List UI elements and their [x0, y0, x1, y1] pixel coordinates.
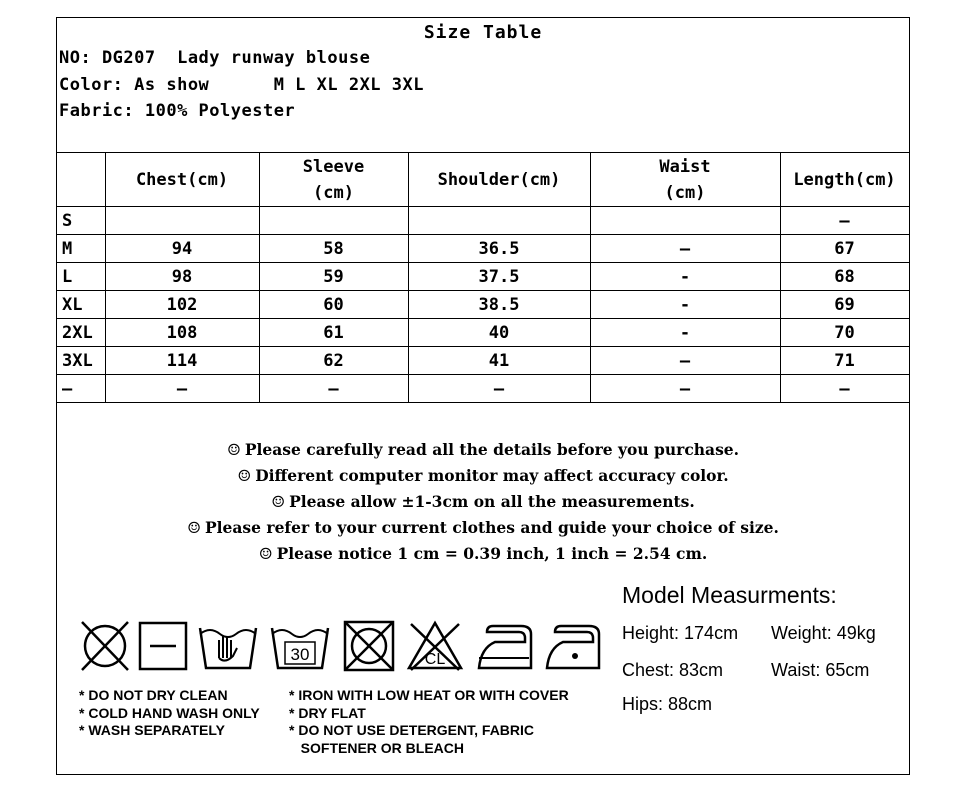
- model-title: Model Measurments:: [622, 582, 837, 608]
- size-label: 2XL: [57, 319, 105, 347]
- table-cell: -: [590, 291, 780, 319]
- table-cell: -: [590, 319, 780, 347]
- care-instructions-right: * IRON WITH LOW HEAT OR WITH COVER * DRY FLAT * DO NOT USE DETERGENT, FABRIC SOFTENER OR BLEACH: [289, 687, 569, 756]
- product-fabric: Fabric: 100% Polyester: [59, 101, 296, 121]
- table-cell: -: [590, 263, 780, 291]
- model-waist: Waist: 65cm: [771, 660, 870, 680]
- table-row: [57, 347, 909, 375]
- column-header: Length(cm): [780, 153, 909, 207]
- table-cell: 114: [105, 347, 259, 375]
- table-cell: 40: [408, 319, 590, 347]
- table-cell: –: [780, 207, 909, 235]
- size-label: –: [57, 375, 105, 403]
- model-height: Height: 174cm: [622, 623, 739, 643]
- note-line: ☺ Please allow ±1-3cm on all the measurements.: [57, 489, 909, 515]
- table-cell: [408, 207, 590, 235]
- table-header-row: [57, 153, 909, 207]
- table-cell: 67: [780, 235, 909, 263]
- product-color: Color: As show M L XL 2XL 3XL: [59, 75, 424, 95]
- table-cell: 71: [780, 347, 909, 375]
- size-chart-frame: [56, 17, 910, 775]
- model-chest: Chest: 83cm: [622, 660, 724, 680]
- table-cell: 36.5: [408, 235, 590, 263]
- svg-text:30: 30: [290, 645, 310, 664]
- dry-flat-icon: [137, 618, 189, 674]
- do-not-bleach-icon: [405, 618, 465, 674]
- care-icons: [79, 618, 599, 678]
- do-not-tumble-dry-icon: [341, 618, 397, 674]
- table-cell: 70: [780, 319, 909, 347]
- table-cell: –: [590, 347, 780, 375]
- model-weight: Weight: 49kg: [771, 623, 876, 643]
- page-title: Size Table: [423, 22, 543, 43]
- smiley-icon: ☺: [226, 441, 241, 459]
- table-cell: [259, 207, 408, 235]
- smiley-icon: ☺: [271, 493, 286, 511]
- table-cell: 69: [780, 291, 909, 319]
- table-cell: 102: [105, 291, 259, 319]
- column-header: Shoulder(cm): [408, 153, 590, 207]
- svg-text:CL: CL: [424, 651, 446, 668]
- table-row: [57, 263, 909, 291]
- size-table: [57, 152, 910, 403]
- table-cell: –: [590, 375, 780, 403]
- size-label: M: [57, 235, 105, 263]
- iron-low-heat-icon: [541, 618, 603, 674]
- column-header: Sleeve (cm): [259, 153, 408, 207]
- size-label: S: [57, 207, 105, 235]
- product-number: NO: DG207 Lady runway blouse: [59, 48, 371, 68]
- size-label: 3XL: [57, 347, 105, 375]
- table-cell: [105, 207, 259, 235]
- table-cell: 38.5: [408, 291, 590, 319]
- table-row: [57, 235, 909, 263]
- table-cell: 94: [105, 235, 259, 263]
- iron-icon: [473, 618, 535, 674]
- column-header: Waist (cm): [590, 153, 780, 207]
- table-cell: 61: [259, 319, 408, 347]
- purchase-notes: [57, 437, 909, 567]
- table-cell: 68: [780, 263, 909, 291]
- model-hips: Hips: 88cm: [622, 694, 713, 714]
- table-cell: –: [780, 375, 909, 403]
- size-label: XL: [57, 291, 105, 319]
- hand-wash-icon: [197, 618, 259, 674]
- table-row: [57, 319, 909, 347]
- table-cell: –: [259, 375, 408, 403]
- table-cell: 41: [408, 347, 590, 375]
- size-label: L: [57, 263, 105, 291]
- care-instructions-left: * DO NOT DRY CLEAN * COLD HAND WASH ONLY * WASH SEPARATELY: [79, 687, 260, 738]
- column-header: [57, 153, 105, 207]
- table-cell: 108: [105, 319, 259, 347]
- smiley-icon: ☺: [187, 519, 201, 537]
- table-cell: –: [590, 235, 780, 263]
- do-not-dry-clean-icon: [79, 618, 131, 674]
- smiley-icon: ☺: [258, 545, 273, 563]
- table-cell: 37.5: [408, 263, 590, 291]
- table-cell: 62: [259, 347, 408, 375]
- table-cell: 59: [259, 263, 408, 291]
- wash-30-icon: [269, 618, 331, 674]
- table-row: [57, 375, 909, 403]
- note-line: ☺ Please carefully read all the details before you purchase.: [57, 437, 909, 463]
- table-cell: –: [105, 375, 259, 403]
- table-row: [57, 291, 909, 319]
- note-line: ☺ Please notice 1 cm = 0.39 inch, 1 inch = 2.54 cm.: [57, 541, 909, 567]
- table-row: [57, 207, 909, 235]
- table-cell: –: [408, 375, 590, 403]
- note-line: ☺ Different computer monitor may affect accuracy color.: [57, 463, 909, 489]
- smiley-icon: ☺: [237, 467, 252, 485]
- table-cell: [590, 207, 780, 235]
- note-line: ☺ Please refer to your current clothes and guide your choice of size.: [57, 515, 909, 541]
- column-header: Chest(cm): [105, 153, 259, 207]
- table-cell: 58: [259, 235, 408, 263]
- table-cell: 60: [259, 291, 408, 319]
- table-cell: 98: [105, 263, 259, 291]
